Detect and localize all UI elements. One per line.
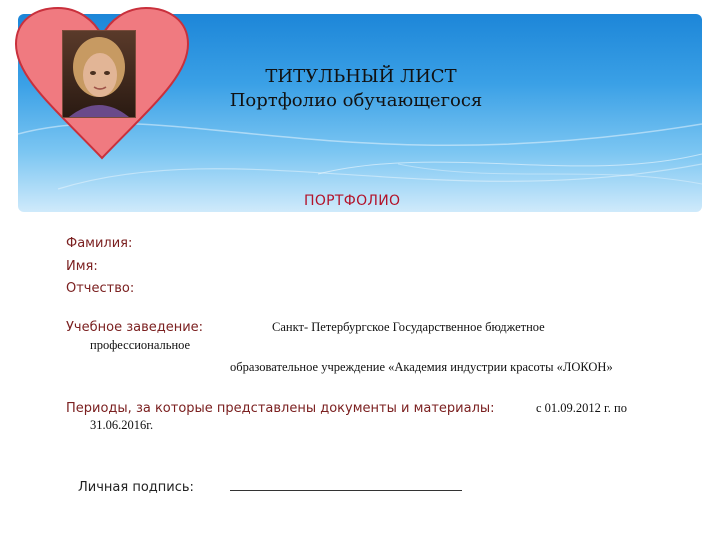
portrait-image (63, 31, 135, 117)
periods-value-line1: с 01.09.2012 г. по (536, 401, 627, 415)
student-photo (62, 30, 136, 118)
periods-value-line2: 31.06.2016г. (90, 418, 154, 432)
name-label: Имя: (66, 259, 98, 274)
periods-label: Периоды, за которые представлены документы и материалы: (66, 401, 495, 416)
institution-label: Учебное заведение: (66, 320, 204, 335)
signature-label: Личная подпись: (78, 480, 194, 495)
page-title: ТИТУЛЬНЫЙ ЛИСТ (265, 66, 457, 87)
institution-value-line3: образовательное учреждение «Академия индустрии красоты «ЛОКОН» (230, 360, 613, 374)
signature-line[interactable] (230, 490, 462, 491)
institution-value-line1: Санкт- Петербургское Государственное бюджетное (272, 320, 545, 334)
patronymic-label: Отчество: (66, 281, 135, 296)
institution-value-line2: профессиональное (90, 338, 191, 352)
surname-label: Фамилия: (66, 236, 133, 251)
portfolio-heading: ПОРТФОЛИО (304, 193, 401, 209)
page-subtitle: Портфолио обучающегося (229, 90, 483, 111)
